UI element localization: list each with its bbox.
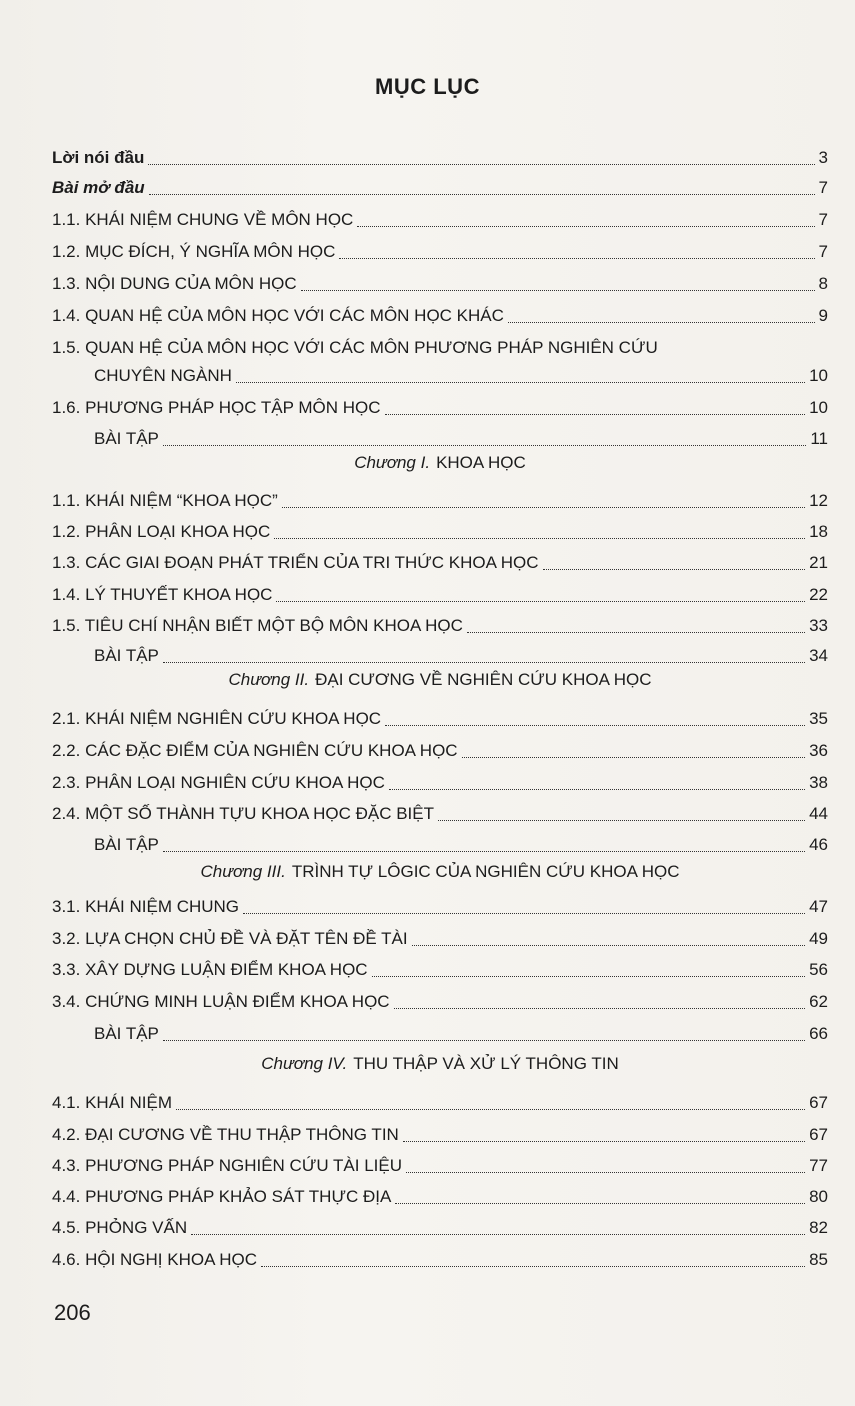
- chapter-title: ĐẠI CƯƠNG VỀ NGHIÊN CỨU KHOA HỌC: [315, 670, 652, 689]
- toc-entry-page: 44: [809, 804, 828, 823]
- toc-entry-page: 21: [809, 553, 828, 572]
- dot-leader: [301, 289, 815, 291]
- toc-entry-label: 1.1. KHÁI NIỆM “KHOA HỌC”: [52, 491, 278, 510]
- toc-entry-page: 7: [818, 210, 828, 229]
- dot-leader: [176, 1108, 805, 1110]
- chapter-heading: [52, 449, 828, 477]
- toc-entry: [52, 952, 828, 980]
- toc-entry-label: 4.2. ĐẠI CƯƠNG VỀ THU THẬP THÔNG TIN: [52, 1125, 399, 1144]
- chapter-title: THU THẬP VÀ XỬ LÝ THÔNG TIN: [353, 1054, 619, 1073]
- toc-entry-label: 2.3. PHÂN LOẠI NGHIÊN CỨU KHOA HỌC: [52, 773, 385, 792]
- toc-entry-label: 2.2. CÁC ĐẶC ĐIỂM CỦA NGHIÊN CỨU KHOA HỌC: [52, 741, 458, 760]
- toc-entry-label: 1.3. NỘI DUNG CỦA MÔN HỌC: [52, 274, 297, 293]
- toc-entry: [52, 1242, 828, 1270]
- toc-entry: [52, 298, 828, 326]
- toc-entry-page: 34: [809, 646, 828, 665]
- toc-entry-continuation: [52, 358, 828, 386]
- toc-entry-page: 3: [818, 148, 828, 167]
- toc-entry: [52, 170, 828, 198]
- dot-leader: [438, 819, 805, 821]
- toc-entry-label: BÀI TẬP: [94, 429, 159, 448]
- toc-entry-label: 3.2. LỰA CHỌN CHỦ ĐỀ VÀ ĐẶT TÊN ĐỀ TÀI: [52, 929, 408, 948]
- toc-entry-label: 1.4. LÝ THUYẾT KHOA HỌC: [52, 585, 273, 604]
- toc-entry-page: 47: [809, 897, 828, 916]
- toc-entry: [52, 234, 828, 262]
- toc-entry-page: 67: [809, 1125, 828, 1144]
- toc-entry: [52, 1179, 828, 1207]
- toc-entry: [52, 638, 828, 666]
- toc-entry-label: 4.6. HỘI NGHỊ KHOA HỌC: [52, 1250, 257, 1269]
- toc-entry-page: 10: [809, 398, 828, 417]
- toc-entry-page: 8: [818, 274, 828, 293]
- toc-entry-page: 80: [809, 1187, 828, 1206]
- toc-entry: [52, 140, 828, 168]
- toc-entry-page: 22: [809, 585, 828, 604]
- dot-leader: [191, 1233, 805, 1235]
- toc-entry: [52, 266, 828, 294]
- chapter-title: KHOA HỌC: [436, 453, 526, 472]
- toc-entry-label: 1.5. TIÊU CHÍ NHẬN BIẾT MỘT BỘ MÔN KHOA HỌC: [52, 616, 463, 635]
- toc-entry-page: 7: [818, 178, 828, 197]
- dot-leader: [261, 1265, 805, 1267]
- toc-entry-label: 3.3. XÂY DỰNG LUẬN ĐIỂM KHOA HỌC: [52, 960, 368, 979]
- toc-entry-label: 4.5. PHỎNG VẤN: [52, 1218, 188, 1237]
- dot-leader: [274, 537, 805, 539]
- chapter-label: Chương I.: [354, 453, 431, 472]
- toc-entry-label: BÀI TẬP: [94, 1024, 159, 1043]
- toc-entry-label: Lời nói đầu: [52, 148, 145, 167]
- toc-entry: [52, 765, 828, 793]
- chapter-heading: [52, 1050, 828, 1078]
- toc-entry-page: 46: [809, 835, 828, 854]
- page-title: MỤC LỤC: [375, 74, 480, 99]
- dot-leader: [163, 444, 806, 446]
- toc-entry: [52, 577, 828, 605]
- toc-entry: [52, 330, 828, 358]
- toc-entry-page: 10: [809, 366, 828, 385]
- dot-leader: [394, 1007, 806, 1009]
- toc-entry-page: 38: [809, 773, 828, 792]
- dot-leader: [508, 321, 815, 323]
- toc-entry: [52, 1117, 828, 1145]
- toc-entry-page: 12: [809, 491, 828, 510]
- toc-entry-label: 1.2. MỤC ĐÍCH, Ý NGHĨA MÔN HỌC: [52, 242, 336, 261]
- dot-leader: [385, 724, 805, 726]
- toc-entry-page: 77: [809, 1156, 828, 1175]
- toc-entry-page: 7: [818, 242, 828, 261]
- toc-entry-label: 4.3. PHƯƠNG PHÁP NGHIÊN CỨU TÀI LIỆU: [52, 1156, 403, 1175]
- toc-entry-label: 4.1. KHÁI NIỆM: [52, 1093, 172, 1112]
- toc-entry-label: 4.4. PHƯƠNG PHÁP KHẢO SÁT THỰC ĐỊA: [52, 1187, 392, 1206]
- toc-entry-label: 1.2. PHÂN LOẠI KHOA HỌC: [52, 522, 271, 541]
- toc-entry-label: 1.6. PHƯƠNG PHÁP HỌC TẬP MÔN HỌC: [52, 398, 381, 417]
- dot-leader: [163, 1039, 805, 1041]
- dot-leader: [372, 975, 806, 977]
- dot-leader: [148, 163, 814, 165]
- page-number: 206: [54, 1300, 91, 1325]
- toc-entry: [52, 796, 828, 824]
- chapter-heading: [52, 858, 828, 886]
- toc-entry-page: 66: [809, 1024, 828, 1043]
- toc-entry-label: 2.1. KHÁI NIỆM NGHIÊN CỨU KHOA HỌC: [52, 709, 382, 728]
- dot-leader: [406, 1171, 805, 1173]
- dot-leader: [357, 225, 814, 227]
- dot-leader: [276, 600, 805, 602]
- toc-entry-page: 56: [809, 960, 828, 979]
- toc-entry-page: 85: [809, 1250, 828, 1269]
- toc-entry-page: 18: [809, 522, 828, 541]
- chapter-label: Chương IV.: [261, 1054, 348, 1073]
- toc-entry: [52, 733, 828, 761]
- toc-entry-page: 35: [809, 709, 828, 728]
- dot-leader: [543, 568, 806, 570]
- dot-leader: [149, 193, 815, 195]
- toc-entry-page: 67: [809, 1093, 828, 1112]
- toc-entry-label: 2.4. MỘT SỐ THÀNH TỰU KHOA HỌC ĐẶC BIỆT: [52, 804, 434, 823]
- toc-entry-label: 1.1. KHÁI NIỆM CHUNG VỀ MÔN HỌC: [52, 210, 354, 229]
- toc-entry: [52, 1016, 828, 1044]
- toc-entry: [52, 202, 828, 230]
- dot-leader: [403, 1140, 805, 1142]
- dot-leader: [339, 257, 814, 259]
- dot-leader: [395, 1202, 805, 1204]
- dot-leader: [236, 381, 805, 383]
- toc-entry-page: 36: [809, 741, 828, 760]
- dot-leader: [282, 506, 805, 508]
- toc-entry-label: Bài mở đầu: [52, 178, 145, 197]
- toc-entry-page: 49: [809, 929, 828, 948]
- toc-entry-label: 1.5. QUAN HỆ CỦA MÔN HỌC VỚI CÁC MÔN PHƯƠNG PHÁP NGHIÊN CỨU: [52, 338, 658, 357]
- dot-leader: [243, 912, 805, 914]
- toc-entry-label: 1.3. CÁC GIAI ĐOẠN PHÁT TRIỂN CỦA TRI THỨC KHOA HỌC: [52, 553, 539, 572]
- toc-entry: [52, 390, 828, 418]
- toc-entry-label: 3.1. KHÁI NIỆM CHUNG: [52, 897, 240, 916]
- toc-entry: [52, 514, 828, 542]
- toc-entry: [52, 701, 828, 729]
- dot-leader: [163, 661, 805, 663]
- toc-entry-label: BÀI TẬP: [94, 835, 159, 854]
- toc-entry: [52, 1148, 828, 1176]
- chapter-title: TRÌNH TỰ LÔGIC CỦA NGHIÊN CỨU KHOA HỌC: [291, 862, 680, 881]
- toc-entry: [52, 1085, 828, 1113]
- toc-entry-label: BÀI TẬP: [94, 646, 159, 665]
- toc-entry: [52, 1210, 828, 1238]
- chapter-heading: [52, 666, 828, 694]
- toc-entry: [52, 421, 828, 449]
- chapter-label: Chương II.: [228, 670, 310, 689]
- toc-entry: [52, 984, 828, 1012]
- dot-leader: [389, 788, 805, 790]
- toc-entry: [52, 608, 828, 636]
- dot-leader: [467, 631, 805, 633]
- dot-leader: [385, 413, 806, 415]
- toc-entry: [52, 545, 828, 573]
- toc-entry-label: 3.4. CHỨNG MINH LUẬN ĐIỂM KHOA HỌC: [52, 992, 390, 1011]
- toc-entry-page: 82: [809, 1218, 828, 1237]
- dot-leader: [462, 756, 805, 758]
- toc-entry: [52, 921, 828, 949]
- toc-entry-page: 62: [809, 992, 828, 1011]
- toc-entry: [52, 827, 828, 855]
- toc-entry: [52, 483, 828, 511]
- toc-entry-page: 11: [810, 429, 828, 448]
- chapter-label: Chương III.: [200, 862, 286, 881]
- toc-entry-label: 1.4. QUAN HỆ CỦA MÔN HỌC VỚI CÁC MÔN HỌC KHÁC: [52, 306, 504, 325]
- dot-leader: [412, 944, 806, 946]
- toc-entry-page: 33: [809, 616, 828, 635]
- toc-entry-label: CHUYÊN NGÀNH: [94, 366, 232, 385]
- toc-entry-page: 9: [818, 306, 828, 325]
- dot-leader: [163, 850, 805, 852]
- toc-entry: [52, 889, 828, 917]
